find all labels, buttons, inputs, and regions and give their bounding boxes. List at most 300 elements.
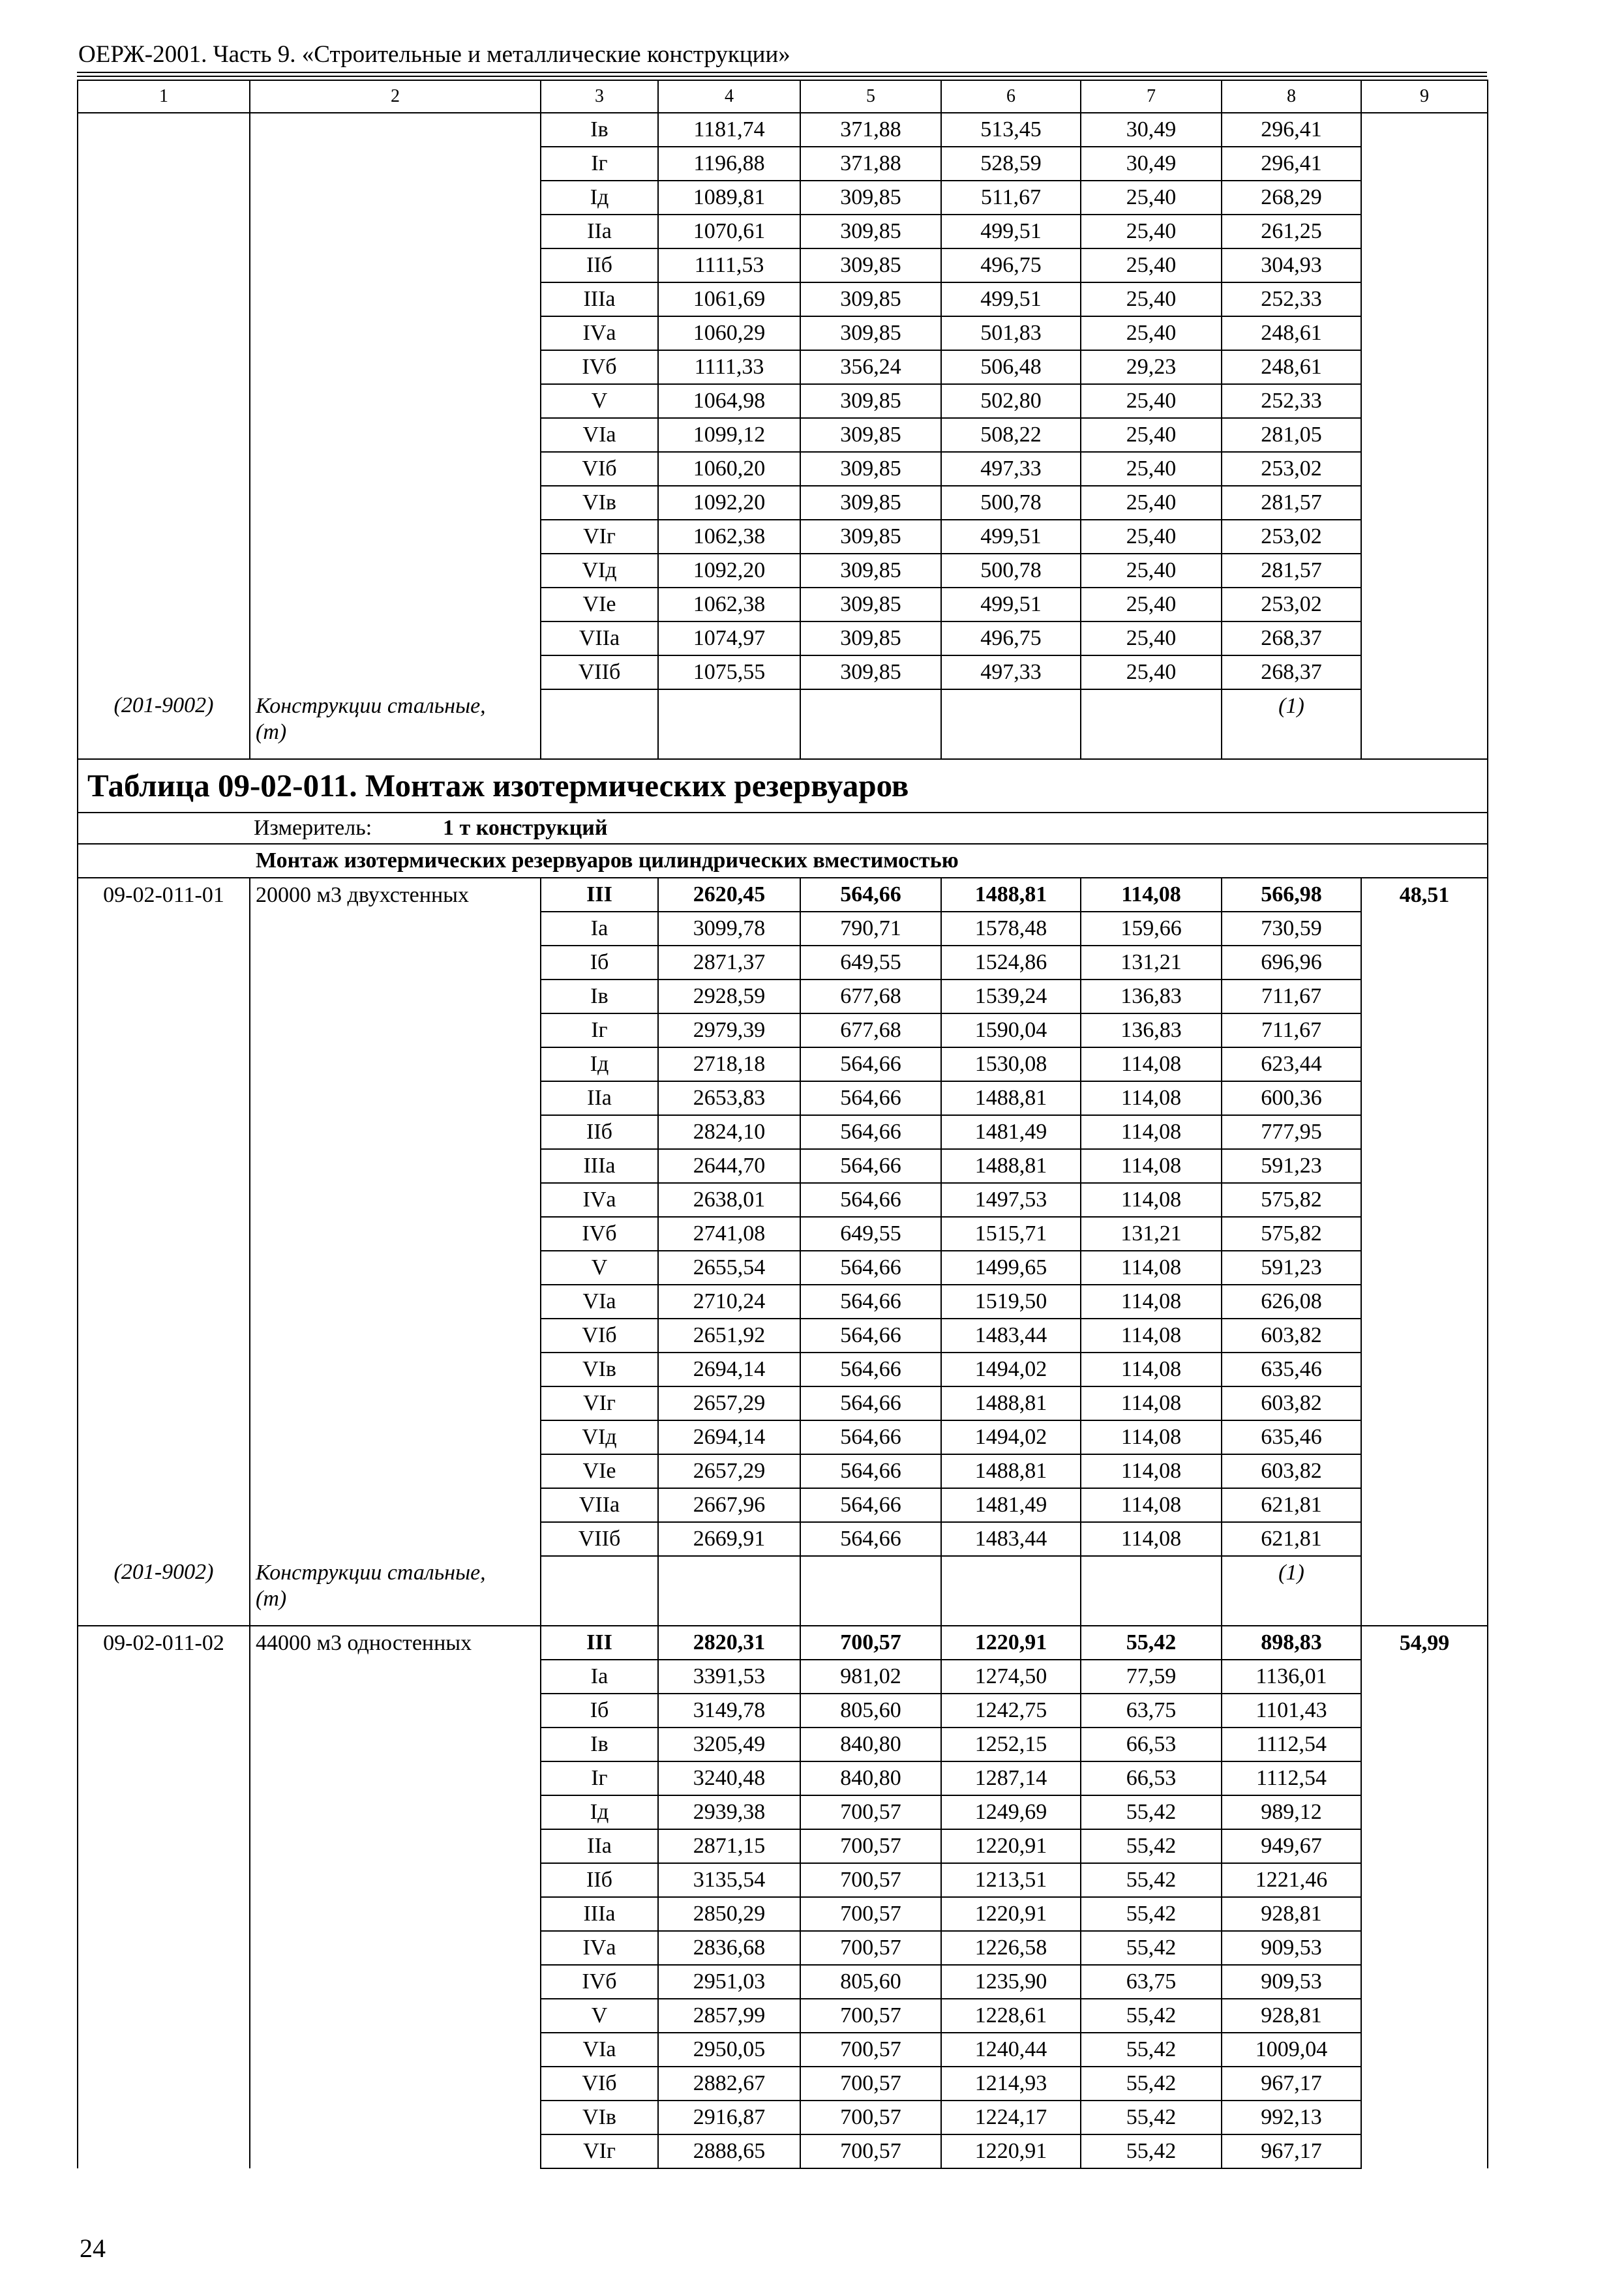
rate-code	[78, 1047, 250, 1081]
value-cell: 131,21	[1081, 1217, 1222, 1251]
value-cell: 55,42	[1081, 1863, 1222, 1897]
value-cell: 840,80	[800, 1728, 941, 1761]
rate-code	[78, 980, 250, 1013]
rate-name	[250, 1251, 541, 1285]
value-cell: 564,66	[800, 1386, 941, 1420]
zone-cell: VIIб	[541, 655, 658, 689]
value-cell: 564,66	[800, 1488, 941, 1522]
empty-cell	[941, 689, 1081, 759]
value-cell: 989,12	[1222, 1795, 1361, 1829]
value-cell: 1089,81	[658, 181, 800, 215]
document-header: ОЕРЖ-2001. Часть 9. «Строительные и металлические конструкции»	[78, 41, 790, 68]
labor-cell	[1361, 1829, 1488, 1863]
value-cell: 55,42	[1081, 1626, 1222, 1660]
value-cell: 496,75	[941, 248, 1081, 282]
value-cell: 2850,29	[658, 1897, 800, 1931]
value-cell: 711,67	[1222, 1013, 1361, 1047]
value-cell: 700,57	[800, 1999, 941, 2033]
value-cell: 635,46	[1222, 1420, 1361, 1454]
value-cell: 2718,18	[658, 1047, 800, 1081]
labor-cell	[1361, 1183, 1488, 1217]
rate-code	[78, 282, 250, 316]
zone-cell: Iг	[541, 1761, 658, 1795]
value-cell: 1590,04	[941, 1013, 1081, 1047]
value-cell: 114,08	[1081, 1183, 1222, 1217]
zone-cell: IIб	[541, 1863, 658, 1897]
rate-row	[78, 1931, 1488, 1965]
value-cell: 159,66	[1081, 912, 1222, 946]
rate-code	[78, 1386, 250, 1420]
construction-row	[78, 689, 1488, 759]
rate-name	[250, 2033, 541, 2067]
value-cell: 564,66	[800, 1115, 941, 1149]
rate-code	[78, 350, 250, 384]
value-cell: 309,85	[800, 655, 941, 689]
labor-cell	[1361, 384, 1488, 418]
zone-cell: VIг	[541, 520, 658, 554]
value-cell: 564,66	[800, 1319, 941, 1353]
value-cell: 700,57	[800, 1931, 941, 1965]
rate-row	[78, 1251, 1488, 1285]
value-cell: 55,42	[1081, 1829, 1222, 1863]
labor-cell	[1361, 113, 1488, 147]
value-cell: 309,85	[800, 181, 941, 215]
rate-row	[78, 980, 1488, 1013]
value-cell: 1220,91	[941, 2134, 1081, 2168]
value-cell: 700,57	[800, 2067, 941, 2101]
value-cell: 1062,38	[658, 520, 800, 554]
labor-cell	[1361, 980, 1488, 1013]
rate-code	[78, 1013, 250, 1047]
labor-cell	[1361, 1897, 1488, 1931]
rate-row	[78, 1386, 1488, 1420]
labor-cell	[1361, 1013, 1488, 1047]
zone-cell: Iб	[541, 946, 658, 980]
value-cell: 1515,71	[941, 1217, 1081, 1251]
rate-row	[78, 486, 1488, 520]
value-cell: 1242,75	[941, 1694, 1081, 1728]
value-cell: 281,57	[1222, 486, 1361, 520]
value-cell: 1483,44	[941, 1319, 1081, 1353]
value-cell: 623,44	[1222, 1047, 1361, 1081]
value-cell: 114,08	[1081, 1285, 1222, 1319]
value-cell: 898,83	[1222, 1626, 1361, 1660]
column-number-row	[78, 80, 1488, 113]
rate-row	[78, 2033, 1488, 2067]
value-cell: 25,40	[1081, 621, 1222, 655]
zone-cell: IIIа	[541, 1149, 658, 1183]
value-cell: 981,02	[800, 1660, 941, 1694]
rate-code	[78, 384, 250, 418]
section-subheader-row	[78, 844, 1488, 878]
rate-name	[250, 1353, 541, 1386]
zone-cell: IVа	[541, 316, 658, 350]
value-cell: 967,17	[1222, 2067, 1361, 2101]
value-cell: 621,81	[1222, 1522, 1361, 1556]
value-cell: 497,33	[941, 452, 1081, 486]
rate-row	[78, 418, 1488, 452]
value-cell: 805,60	[800, 1694, 941, 1728]
value-cell: 497,33	[941, 655, 1081, 689]
rate-row	[78, 1420, 1488, 1454]
labor-cell	[1361, 1761, 1488, 1795]
rate-row	[78, 1626, 1488, 1660]
rate-name	[250, 215, 541, 248]
rate-name	[250, 1660, 541, 1694]
zone-cell: VIе	[541, 1454, 658, 1488]
value-cell: 909,53	[1222, 1965, 1361, 1999]
rate-code	[78, 946, 250, 980]
empty-cell	[941, 1556, 1081, 1626]
value-cell: 700,57	[800, 1829, 941, 1863]
value-cell: 55,42	[1081, 2067, 1222, 2101]
page-number: 24	[80, 2234, 106, 2263]
value-cell: 700,57	[800, 1863, 941, 1897]
zone-cell: VIв	[541, 1353, 658, 1386]
rate-name	[250, 1829, 541, 1863]
rate-code	[78, 1149, 250, 1183]
value-cell: 2836,68	[658, 1931, 800, 1965]
value-cell: 2667,96	[658, 1488, 800, 1522]
rate-name	[250, 1115, 541, 1149]
zone-cell: Iа	[541, 912, 658, 946]
value-cell: 649,55	[800, 946, 941, 980]
rate-row	[78, 1897, 1488, 1931]
value-cell: 1220,91	[941, 1897, 1081, 1931]
rate-name	[250, 1728, 541, 1761]
value-cell: 564,66	[800, 1522, 941, 1556]
zone-cell: Iг	[541, 147, 658, 181]
value-cell: 1249,69	[941, 1795, 1081, 1829]
value-cell: 500,78	[941, 486, 1081, 520]
rate-code	[78, 1897, 250, 1931]
value-cell: 1070,61	[658, 215, 800, 248]
rate-row	[78, 316, 1488, 350]
rate-name	[250, 1081, 541, 1115]
value-cell: 55,42	[1081, 1795, 1222, 1829]
value-cell: 1488,81	[941, 878, 1081, 912]
zone-cell: VIг	[541, 1386, 658, 1420]
labor-cell	[1361, 1047, 1488, 1081]
zone-cell: Iв	[541, 113, 658, 147]
value-cell: 790,71	[800, 912, 941, 946]
value-cell: 55,42	[1081, 1931, 1222, 1965]
value-cell: 253,02	[1222, 588, 1361, 621]
labor-cell	[1361, 1694, 1488, 1728]
rate-row	[78, 1694, 1488, 1728]
rate-code	[78, 2033, 250, 2067]
rate-code	[78, 1999, 250, 2033]
value-cell: 281,05	[1222, 418, 1361, 452]
rate-code	[78, 248, 250, 282]
value-cell: 2741,08	[658, 1217, 800, 1251]
header-rule	[77, 72, 1487, 73]
rate-name	[250, 1965, 541, 1999]
rate-name	[250, 1386, 541, 1420]
labor-cell	[1361, 1488, 1488, 1522]
value-cell: 1213,51	[941, 1863, 1081, 1897]
measure-label: Измеритель:	[254, 816, 372, 840]
value-cell: 252,33	[1222, 282, 1361, 316]
zone-cell: III	[541, 878, 658, 912]
rate-row	[78, 282, 1488, 316]
zone-cell: Iг	[541, 1013, 658, 1047]
value-cell: 1062,38	[658, 588, 800, 621]
value-cell: 25,40	[1081, 248, 1222, 282]
value-cell: 371,88	[800, 113, 941, 147]
value-cell: 1075,55	[658, 655, 800, 689]
value-cell: 55,42	[1081, 2033, 1222, 2067]
rate-row	[78, 878, 1488, 912]
labor-cell	[1361, 316, 1488, 350]
value-cell: 677,68	[800, 1013, 941, 1047]
value-cell: 114,08	[1081, 1149, 1222, 1183]
labor-cell	[1361, 520, 1488, 554]
rate-row	[78, 1217, 1488, 1251]
empty-cell	[800, 689, 941, 759]
value-cell: 506,48	[941, 350, 1081, 384]
value-cell: 621,81	[1222, 1488, 1361, 1522]
value-cell: 309,85	[800, 316, 941, 350]
empty-cell	[658, 689, 800, 759]
rate-code	[78, 588, 250, 621]
resource-name	[250, 689, 541, 759]
value-cell: 248,61	[1222, 350, 1361, 384]
labor-cell	[1361, 912, 1488, 946]
value-cell: 268,37	[1222, 655, 1361, 689]
value-cell: 309,85	[800, 588, 941, 621]
value-cell: 496,75	[941, 621, 1081, 655]
value-cell: 564,66	[800, 1454, 941, 1488]
rate-code	[78, 1420, 250, 1454]
value-cell: 2710,24	[658, 1285, 800, 1319]
value-cell: 1226,58	[941, 1931, 1081, 1965]
value-cell: 1494,02	[941, 1353, 1081, 1386]
zone-cell: IVб	[541, 350, 658, 384]
labor-cell	[1361, 1319, 1488, 1353]
value-cell: 1228,61	[941, 1999, 1081, 2033]
value-cell: 2655,54	[658, 1251, 800, 1285]
value-cell: 1214,93	[941, 2067, 1081, 2101]
zone-cell: VIб	[541, 1319, 658, 1353]
rate-row	[78, 1863, 1488, 1897]
value-cell: 564,66	[800, 1285, 941, 1319]
rate-code	[78, 113, 250, 147]
labor-cell	[1361, 1386, 1488, 1420]
value-cell: 25,40	[1081, 215, 1222, 248]
labor-cell	[1361, 2033, 1488, 2067]
value-cell: 25,40	[1081, 282, 1222, 316]
rate-code	[78, 554, 250, 588]
value-cell: 1099,12	[658, 418, 800, 452]
value-cell: 2644,70	[658, 1149, 800, 1183]
rate-code	[78, 1694, 250, 1728]
rate-name	[250, 912, 541, 946]
resource-unit: (т)	[256, 1587, 287, 1611]
rate-name	[250, 1047, 541, 1081]
rate-row	[78, 1319, 1488, 1353]
labor-cell	[1361, 147, 1488, 181]
value-cell: 3391,53	[658, 1660, 800, 1694]
rate-row	[78, 2134, 1488, 2168]
rate-name	[250, 2134, 541, 2168]
rate-code	[78, 1285, 250, 1319]
value-cell: 777,95	[1222, 1115, 1361, 1149]
rate-row	[78, 588, 1488, 621]
rate-name	[250, 1931, 541, 1965]
value-cell: 309,85	[800, 621, 941, 655]
value-cell: 1061,69	[658, 282, 800, 316]
value-cell: 700,57	[800, 2134, 941, 2168]
value-cell: 564,66	[800, 878, 941, 912]
zone-cell: IIа	[541, 215, 658, 248]
resource-qty: (1)	[1222, 689, 1361, 759]
value-cell: 2950,05	[658, 2033, 800, 2067]
rate-name	[250, 621, 541, 655]
rate-name	[250, 181, 541, 215]
value-cell: 2928,59	[658, 980, 800, 1013]
labor-cell	[1361, 1660, 1488, 1694]
value-cell: 499,51	[941, 215, 1081, 248]
rate-row	[78, 520, 1488, 554]
measure-cell	[78, 813, 1488, 844]
value-cell: 296,41	[1222, 113, 1361, 147]
rate-name	[250, 2067, 541, 2101]
rate-row	[78, 1488, 1488, 1522]
value-cell: 1111,53	[658, 248, 800, 282]
value-cell: 1483,44	[941, 1522, 1081, 1556]
value-cell: 564,66	[800, 1183, 941, 1217]
rate-name	[250, 655, 541, 689]
measure-value: 1 т конструкций	[443, 816, 608, 840]
value-cell: 66,53	[1081, 1728, 1222, 1761]
rate-name	[250, 1319, 541, 1353]
resource-name	[250, 1556, 541, 1626]
value-cell: 2620,45	[658, 878, 800, 912]
value-cell: 967,17	[1222, 2134, 1361, 2168]
value-cell: 55,42	[1081, 2134, 1222, 2168]
rate-row	[78, 554, 1488, 588]
empty-cell	[800, 1556, 941, 1626]
zone-cell: VIд	[541, 1420, 658, 1454]
rate-name	[250, 1217, 541, 1251]
value-cell: 564,66	[800, 1353, 941, 1386]
empty-cell	[1081, 689, 1222, 759]
rate-name	[250, 1863, 541, 1897]
value-cell: 949,67	[1222, 1829, 1361, 1863]
value-cell: 55,42	[1081, 1999, 1222, 2033]
value-cell: 1530,08	[941, 1047, 1081, 1081]
table-title-row	[78, 759, 1488, 813]
value-cell: 1009,04	[1222, 2033, 1361, 2067]
labor-cell	[1361, 1149, 1488, 1183]
rate-name	[250, 1897, 541, 1931]
value-cell: 575,82	[1222, 1183, 1361, 1217]
value-cell: 1499,65	[941, 1251, 1081, 1285]
value-cell: 1481,49	[941, 1115, 1081, 1149]
rate-row	[78, 350, 1488, 384]
rate-code	[78, 1863, 250, 1897]
labor-cell	[1361, 1217, 1488, 1251]
labor-cell	[1361, 1353, 1488, 1386]
value-cell: 591,23	[1222, 1251, 1361, 1285]
zone-cell: IIIа	[541, 282, 658, 316]
zone-cell: IVб	[541, 1965, 658, 1999]
header-rule-double	[77, 76, 1487, 77]
rate-name	[250, 1522, 541, 1556]
rate-code	[78, 655, 250, 689]
value-cell: 1196,88	[658, 147, 800, 181]
resource-code: (201-9002)	[78, 1556, 250, 1626]
rate-name	[250, 1999, 541, 2033]
column-number: 3	[541, 80, 658, 113]
value-cell: 281,57	[1222, 554, 1361, 588]
value-cell: 136,83	[1081, 1013, 1222, 1047]
rate-name: 20000 м3 двухстенных	[250, 878, 541, 912]
construction-row	[78, 1556, 1488, 1626]
value-cell: 3149,78	[658, 1694, 800, 1728]
zone-cell: VIа	[541, 2033, 658, 2067]
labor-cell	[1361, 1728, 1488, 1761]
rate-row	[78, 1115, 1488, 1149]
rate-row	[78, 1522, 1488, 1556]
value-cell: 992,13	[1222, 2101, 1361, 2134]
value-cell: 928,81	[1222, 1999, 1361, 2033]
section-subheader: Монтаж изотермических резервуаров цилиндрических вместимостью	[78, 844, 1488, 878]
zone-cell: IIа	[541, 1081, 658, 1115]
rate-name	[250, 316, 541, 350]
value-cell: 696,96	[1222, 946, 1361, 980]
value-cell: 55,42	[1081, 1897, 1222, 1931]
labor-cell	[1361, 486, 1488, 520]
zone-cell: IIб	[541, 1115, 658, 1149]
empty-cell	[658, 1556, 800, 1626]
value-cell: 677,68	[800, 980, 941, 1013]
value-cell: 309,85	[800, 520, 941, 554]
rate-row	[78, 1728, 1488, 1761]
value-cell: 77,59	[1081, 1660, 1222, 1694]
rate-row	[78, 1149, 1488, 1183]
rate-name	[250, 520, 541, 554]
value-cell: 114,08	[1081, 1522, 1222, 1556]
zone-cell: IIа	[541, 1829, 658, 1863]
value-cell: 25,40	[1081, 452, 1222, 486]
rate-name	[250, 1488, 541, 1522]
rate-row	[78, 1285, 1488, 1319]
column-number: 9	[1361, 80, 1488, 113]
value-cell: 1524,86	[941, 946, 1081, 980]
rate-row	[78, 621, 1488, 655]
value-cell: 30,49	[1081, 147, 1222, 181]
value-cell: 1481,49	[941, 1488, 1081, 1522]
value-cell: 508,22	[941, 418, 1081, 452]
value-cell: 1274,50	[941, 1660, 1081, 1694]
labor-cell	[1361, 248, 1488, 282]
value-cell: 309,85	[800, 282, 941, 316]
value-cell: 649,55	[800, 1217, 941, 1251]
value-cell: 566,98	[1222, 878, 1361, 912]
value-cell: 603,82	[1222, 1386, 1361, 1420]
rate-row	[78, 147, 1488, 181]
rate-row	[78, 215, 1488, 248]
rate-name: 44000 м3 одностенных	[250, 1626, 541, 1660]
value-cell: 626,08	[1222, 1285, 1361, 1319]
zone-cell: IVб	[541, 1217, 658, 1251]
value-cell: 700,57	[800, 2033, 941, 2067]
rate-row	[78, 384, 1488, 418]
value-cell: 356,24	[800, 350, 941, 384]
value-cell: 499,51	[941, 520, 1081, 554]
